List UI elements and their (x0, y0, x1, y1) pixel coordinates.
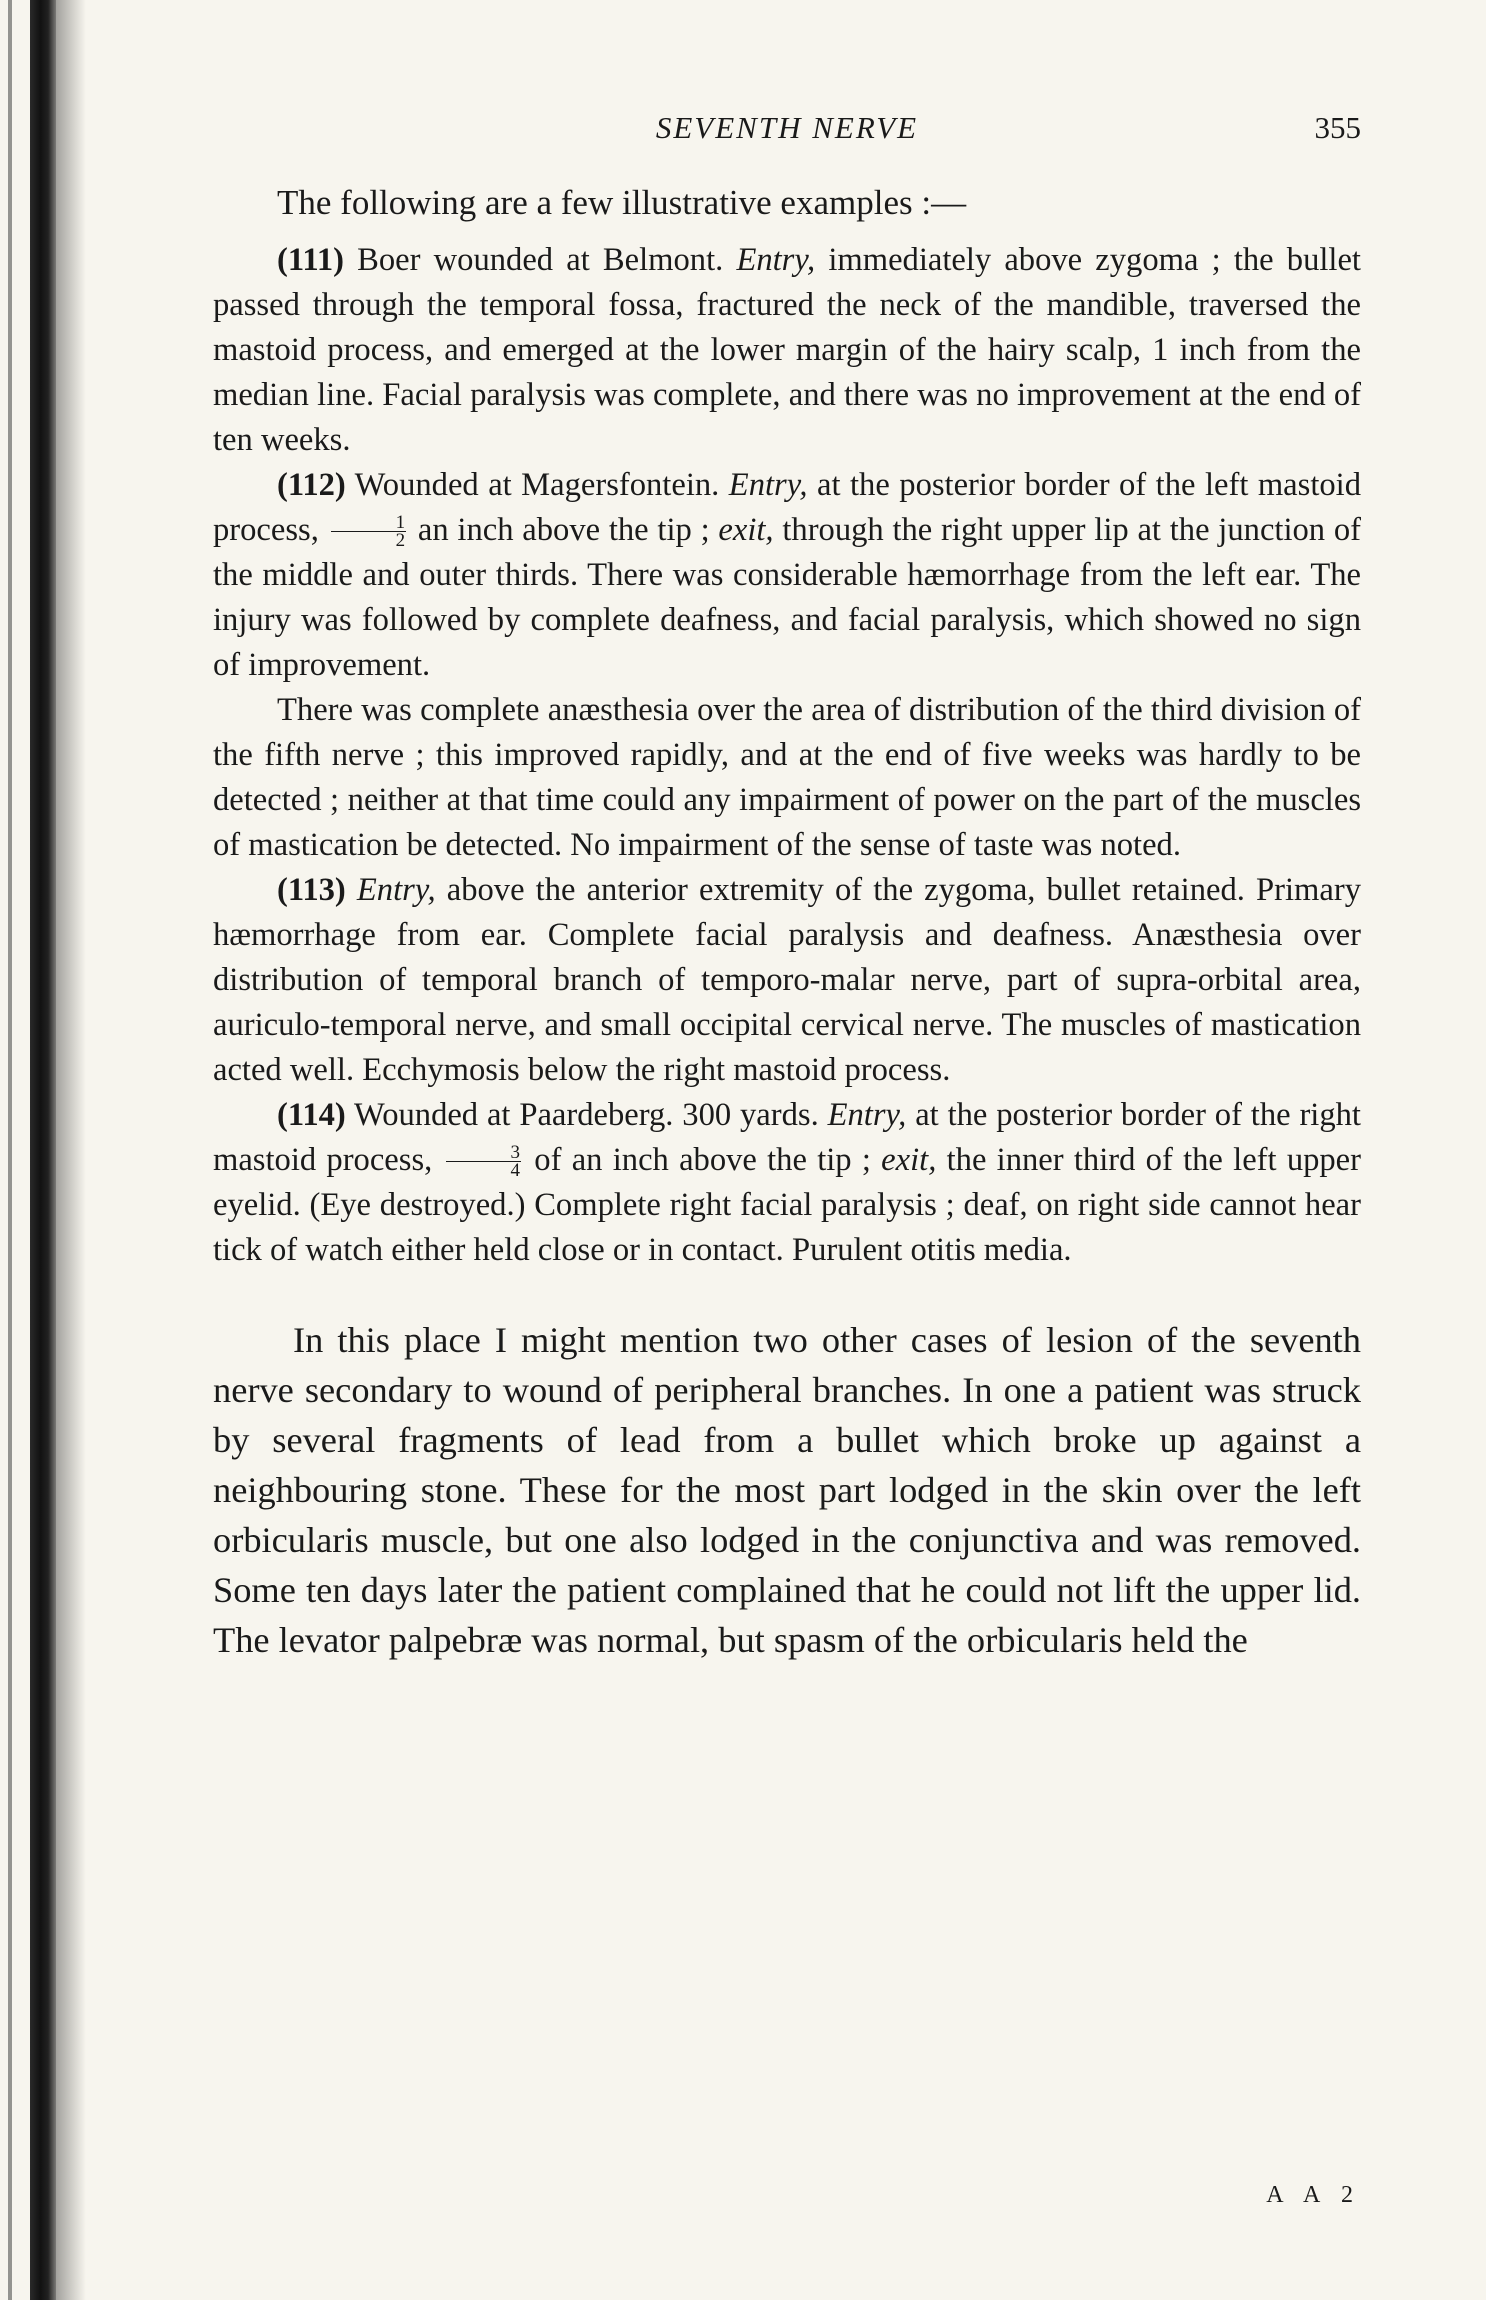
fraction-denominator: 4 (510, 1160, 521, 1181)
case-text: of an inch above the tip ; (524, 1142, 882, 1178)
case-text: at the posterior border of the left mastoid process, (213, 467, 1362, 548)
entry-label: Entry, (728, 467, 808, 503)
printer-signature: A A 2 (1266, 2182, 1361, 2208)
case-number: (114) (277, 1097, 346, 1133)
entry-label: Entry, (736, 242, 816, 278)
closing-paragraph: In this place I might mention two other cases of lesion of the seventh nerve secondary to wound of peripheral branches. In one a patient was struck by several fragments of lead from a bullet which broke up against a neighbouring stone. These for the most part lodged in the skin over the left orbicularis muscle, but one also lodged in the conjunctiva and was removed. Some ten days later the patient complained that he could not lift the upper lid. The levator palpebræ was normal, but spasm of the orbicularis held the (213, 1320, 1361, 1660)
case-text: immediately above zygoma ; the bullet passed through the temporal fossa, fractured the neck of the mandible, traversed the mastoid process, and emerged at the lower margin of the hairy scalp, 1 inch from the median line. Facial paralysis was complete, and there was no improvement at the end of ten weeks. (213, 242, 1361, 458)
case-list (213, 238, 1361, 1273)
fraction-half (331, 514, 407, 549)
fraction-numerator: 3 (446, 1144, 522, 1162)
case-113-paragraph (213, 868, 1361, 1093)
exit-label: exit, (718, 512, 774, 548)
entry-label: Entry, (827, 1097, 907, 1133)
case-114-paragraph (213, 1093, 1361, 1273)
case-112-continuation: There was complete anæsthesia over the area of distribution of the third division of the fifth nerve ; this improved rapidly, and at the end of five weeks was hardly to be detected ; neither at that time could any impairment of power on the part of the muscles of mastication be detected. No impairment of the sense of taste was noted. (213, 692, 1361, 863)
case-text: an inch above the tip ; (409, 512, 719, 548)
running-header (213, 100, 1361, 152)
case-text: at the posterior border of the right mastoid process, (213, 1097, 1361, 1178)
intro-line: The following are a few illustrative examples :— (277, 183, 967, 222)
case-number: (112) (277, 467, 346, 503)
fraction-denominator: 2 (395, 530, 406, 551)
case-text: the inner third of the left upper eyelid. (Eye destroyed.) Complete right facial paralysis ; deaf, on right side cannot hear tick of watch either held close or in contact. Purulent otitis media. (213, 1142, 1361, 1268)
fraction-three-quarters (446, 1144, 522, 1179)
entry-label: Entry, (356, 872, 436, 908)
case-text: through the right upper lip at the junction of the middle and outer thirds. There was considerable hæmorrhage from the left ear. The injury was followed by complete deafness, and facial paralysis, which showed no sign of improvement. (213, 512, 1361, 683)
page-edge-line (8, 0, 12, 2300)
case-number: (113) (277, 872, 346, 908)
fraction-numerator: 1 (331, 514, 407, 532)
book-page (213, 100, 1361, 1665)
case-text: Wounded at Paardeberg. 300 yards. (345, 1097, 828, 1133)
gutter-shadow (30, 0, 56, 2300)
case-text: above the anterior extremity of the zygoma, bullet retained. Primary hæmorrhage from ear. Complete facial paralysis and deafness. Anæsthesia over distribution of temporal branch of temporo-malar nerve, part of supra-orbital area, auriculo-temporal nerve, and small occipital cervical nerve. The muscles of mastication acted well. Ecchymosis below the right mastoid process. (213, 872, 1361, 1088)
case-text: Boer wounded at Belmont. (343, 242, 737, 278)
case-111-paragraph (213, 238, 1361, 463)
case-text: Wounded at Magersfontein. (345, 467, 729, 503)
case-112-paragraph (213, 463, 1361, 688)
page-number: 355 (1314, 110, 1361, 145)
closing-section (213, 1315, 1361, 1665)
book-binding-shadow (0, 0, 92, 2300)
exit-label: exit, (881, 1142, 937, 1178)
case-number: (111) (277, 242, 344, 278)
gutter-fade (56, 0, 86, 2300)
running-title: SEVENTH NERVE (655, 110, 919, 145)
